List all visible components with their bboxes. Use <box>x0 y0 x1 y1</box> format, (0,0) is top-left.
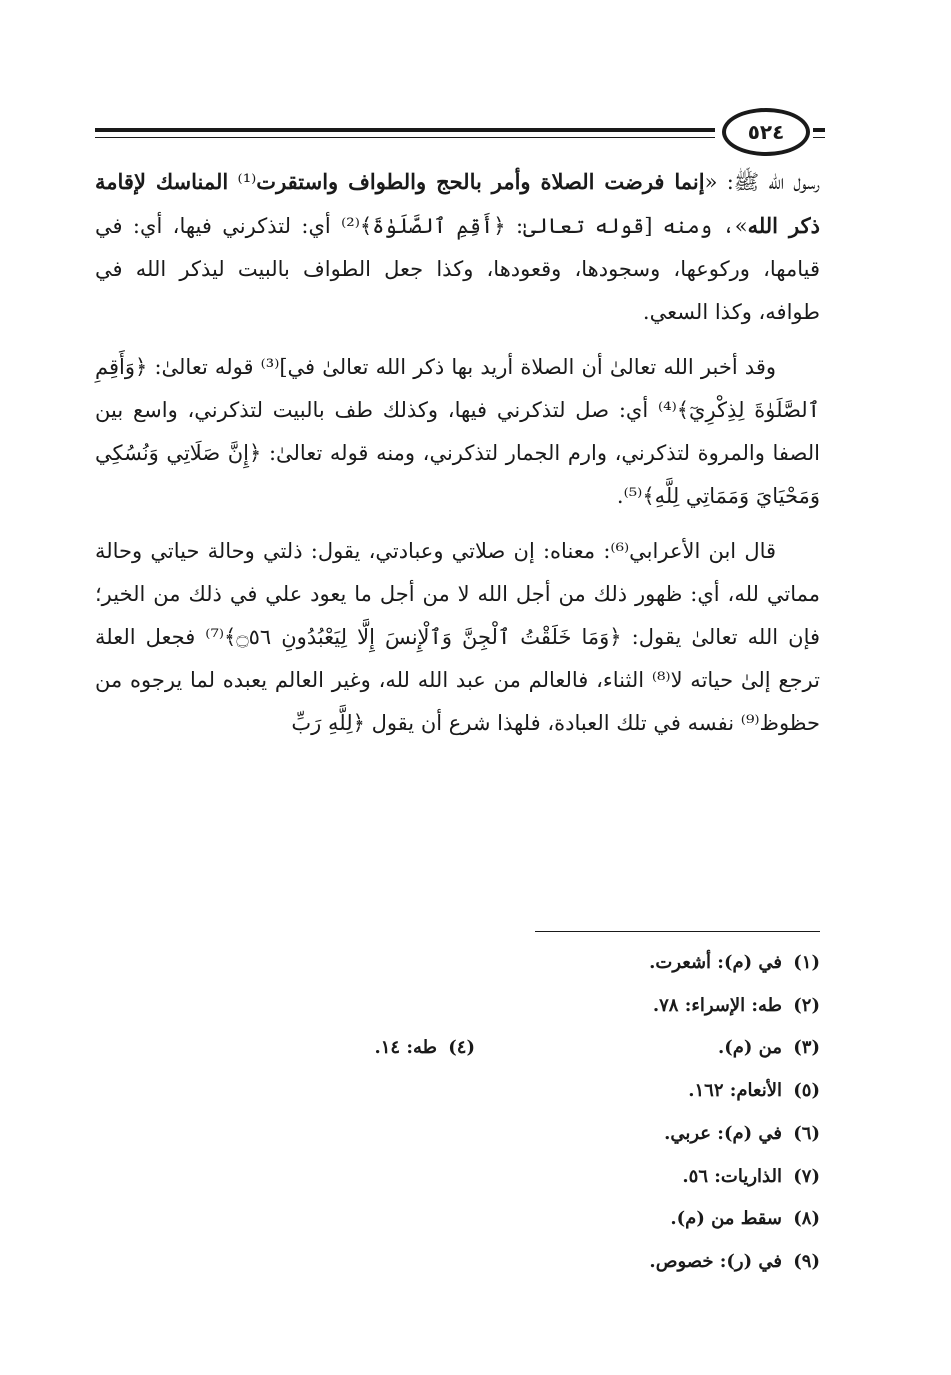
header-rule-thin <box>95 137 715 138</box>
paragraph <box>95 160 820 334</box>
footnote-number: (٦) <box>793 1122 820 1144</box>
footnote <box>475 1241 820 1284</box>
page-header <box>95 108 825 158</box>
footnote-separator <box>535 931 820 932</box>
footnote-text: الذاريات: ٥٦. <box>682 1165 782 1187</box>
footnote <box>475 1027 820 1070</box>
footnote <box>130 1027 475 1070</box>
footnotes <box>95 942 820 1284</box>
hadith-text: المناسك لإقامة ذكر الله <box>95 169 820 238</box>
footnote-number: (٢) <box>793 994 820 1016</box>
footnote-row <box>95 942 820 985</box>
footnote-row <box>95 985 820 1028</box>
footnote <box>475 942 820 985</box>
footnote-row <box>95 1156 820 1199</box>
footnote-number: (١) <box>793 952 820 973</box>
footnote-row <box>95 1241 820 1284</box>
footnote-text: من (م). <box>717 1037 782 1059</box>
footnote <box>475 1113 820 1156</box>
footnote-row <box>95 1027 820 1070</box>
header-rule-thick-right <box>813 128 825 132</box>
text-run: وقد أخبر الله تعالىٰ أن الصلاة أريد بها ذكر الله تعالىٰ في]⁽³⁾ قوله تعالىٰ: ﴿وَأَقِمِ ٱلصَّلَوٰةَ لِذِكْرِيٓ﴾⁽⁴⁾ أي: صل لتذكرني فيها، وكذلك طف بالبيت لتذكرني، واسع بين الصفا والمروة لتذكرني، وارم الجمار لتذكرني، ومنه قوله تعالىٰ: ﴿إِنَّ صَلَاتِي وَنُسُكِي وَمَحْيَايَ وَمَمَاتِي لِلَّهِ﴾⁽⁵⁾. <box>95 355 820 508</box>
paragraph <box>95 346 820 518</box>
footnote-number: (٤) <box>448 1037 475 1059</box>
footnote-row <box>95 1198 820 1241</box>
footnote-text: طه: ١٤. <box>374 1037 437 1059</box>
paragraph <box>95 530 820 745</box>
footnote-text: في (ر): خصوص. <box>649 1250 782 1272</box>
footnote-text: طه: الإسراء: ٧٨. <box>652 994 782 1016</box>
footnote-text: الأنعام: ١٦٢. <box>688 1080 782 1102</box>
text-run: قال ابن الأعرابي⁽⁶⁾: معناه: إن صلاتي وعبادتي، يقول: ذلتي وحالة حياتي وحالة مماتي لله، أي: ظهور ذلك من أجل الله لا من أجل ما يعود علي في ذلك من الخير؛ فإن الله تعالىٰ يقول: ﴿وَمَا خَلَقْتُ ٱلْجِنَّ وَٱلْإِنسَ إِلَّا لِيَعْبُدُونِ ۝٥٦﴾⁽⁷⁾ فجعل العلة ترجع إلىٰ حياته لا⁽⁸⁾ الثناء، فالعالم من عبد الله لله، وغير العالم يعبده لما يرجوه من حظوظ⁽⁹⁾ نفسه في تلك العبادة، فلهذا شرع أن يقول ﴿لِلَّهِ رَبِّ <box>95 539 821 735</box>
footnote <box>475 985 820 1028</box>
header-rule-thick <box>95 128 715 132</box>
footnote <box>475 1198 820 1241</box>
page-number: ٥٢٤ <box>722 108 810 156</box>
footnote-row <box>95 1070 820 1113</box>
footnote-text: سقط من (م). <box>670 1208 782 1230</box>
footnote <box>475 1070 820 1113</box>
footnote-text: في (م): أشعرت. <box>649 952 782 973</box>
footnote-number: (٥) <box>793 1080 820 1102</box>
footnote-number: (٨) <box>793 1208 820 1230</box>
footnote-number: (٧) <box>793 1165 820 1187</box>
text-run: رسول الله ﷺ: « <box>704 170 820 194</box>
hadith-text: إنما فرضت الصلاة وأمر بالحج والطواف واستقرت <box>256 169 705 194</box>
text-run: ⁽¹⁾ <box>228 170 257 194</box>
footnote-text: في (م): عربي. <box>664 1122 782 1144</box>
footnote <box>475 1156 820 1199</box>
footnote-number: (٩) <box>793 1250 820 1272</box>
text-run: »، ومنه [قوله تعالىٰ: ﴿أَقِمِ ٱلصَّلَوٰةَ﴾⁽²⁾ أي: لتذكرني فيها، أي: في قيامها، وركوعها، وسجودها، وقعودها، وكذا جعل الطواف بالبيت ليذكر الله في طوافه، وكذا السعي. <box>95 214 820 324</box>
footnote-row <box>95 1113 820 1156</box>
footnote-number: (٣) <box>793 1037 820 1059</box>
header-rule-thin-right <box>813 137 825 138</box>
main-text <box>95 160 820 757</box>
